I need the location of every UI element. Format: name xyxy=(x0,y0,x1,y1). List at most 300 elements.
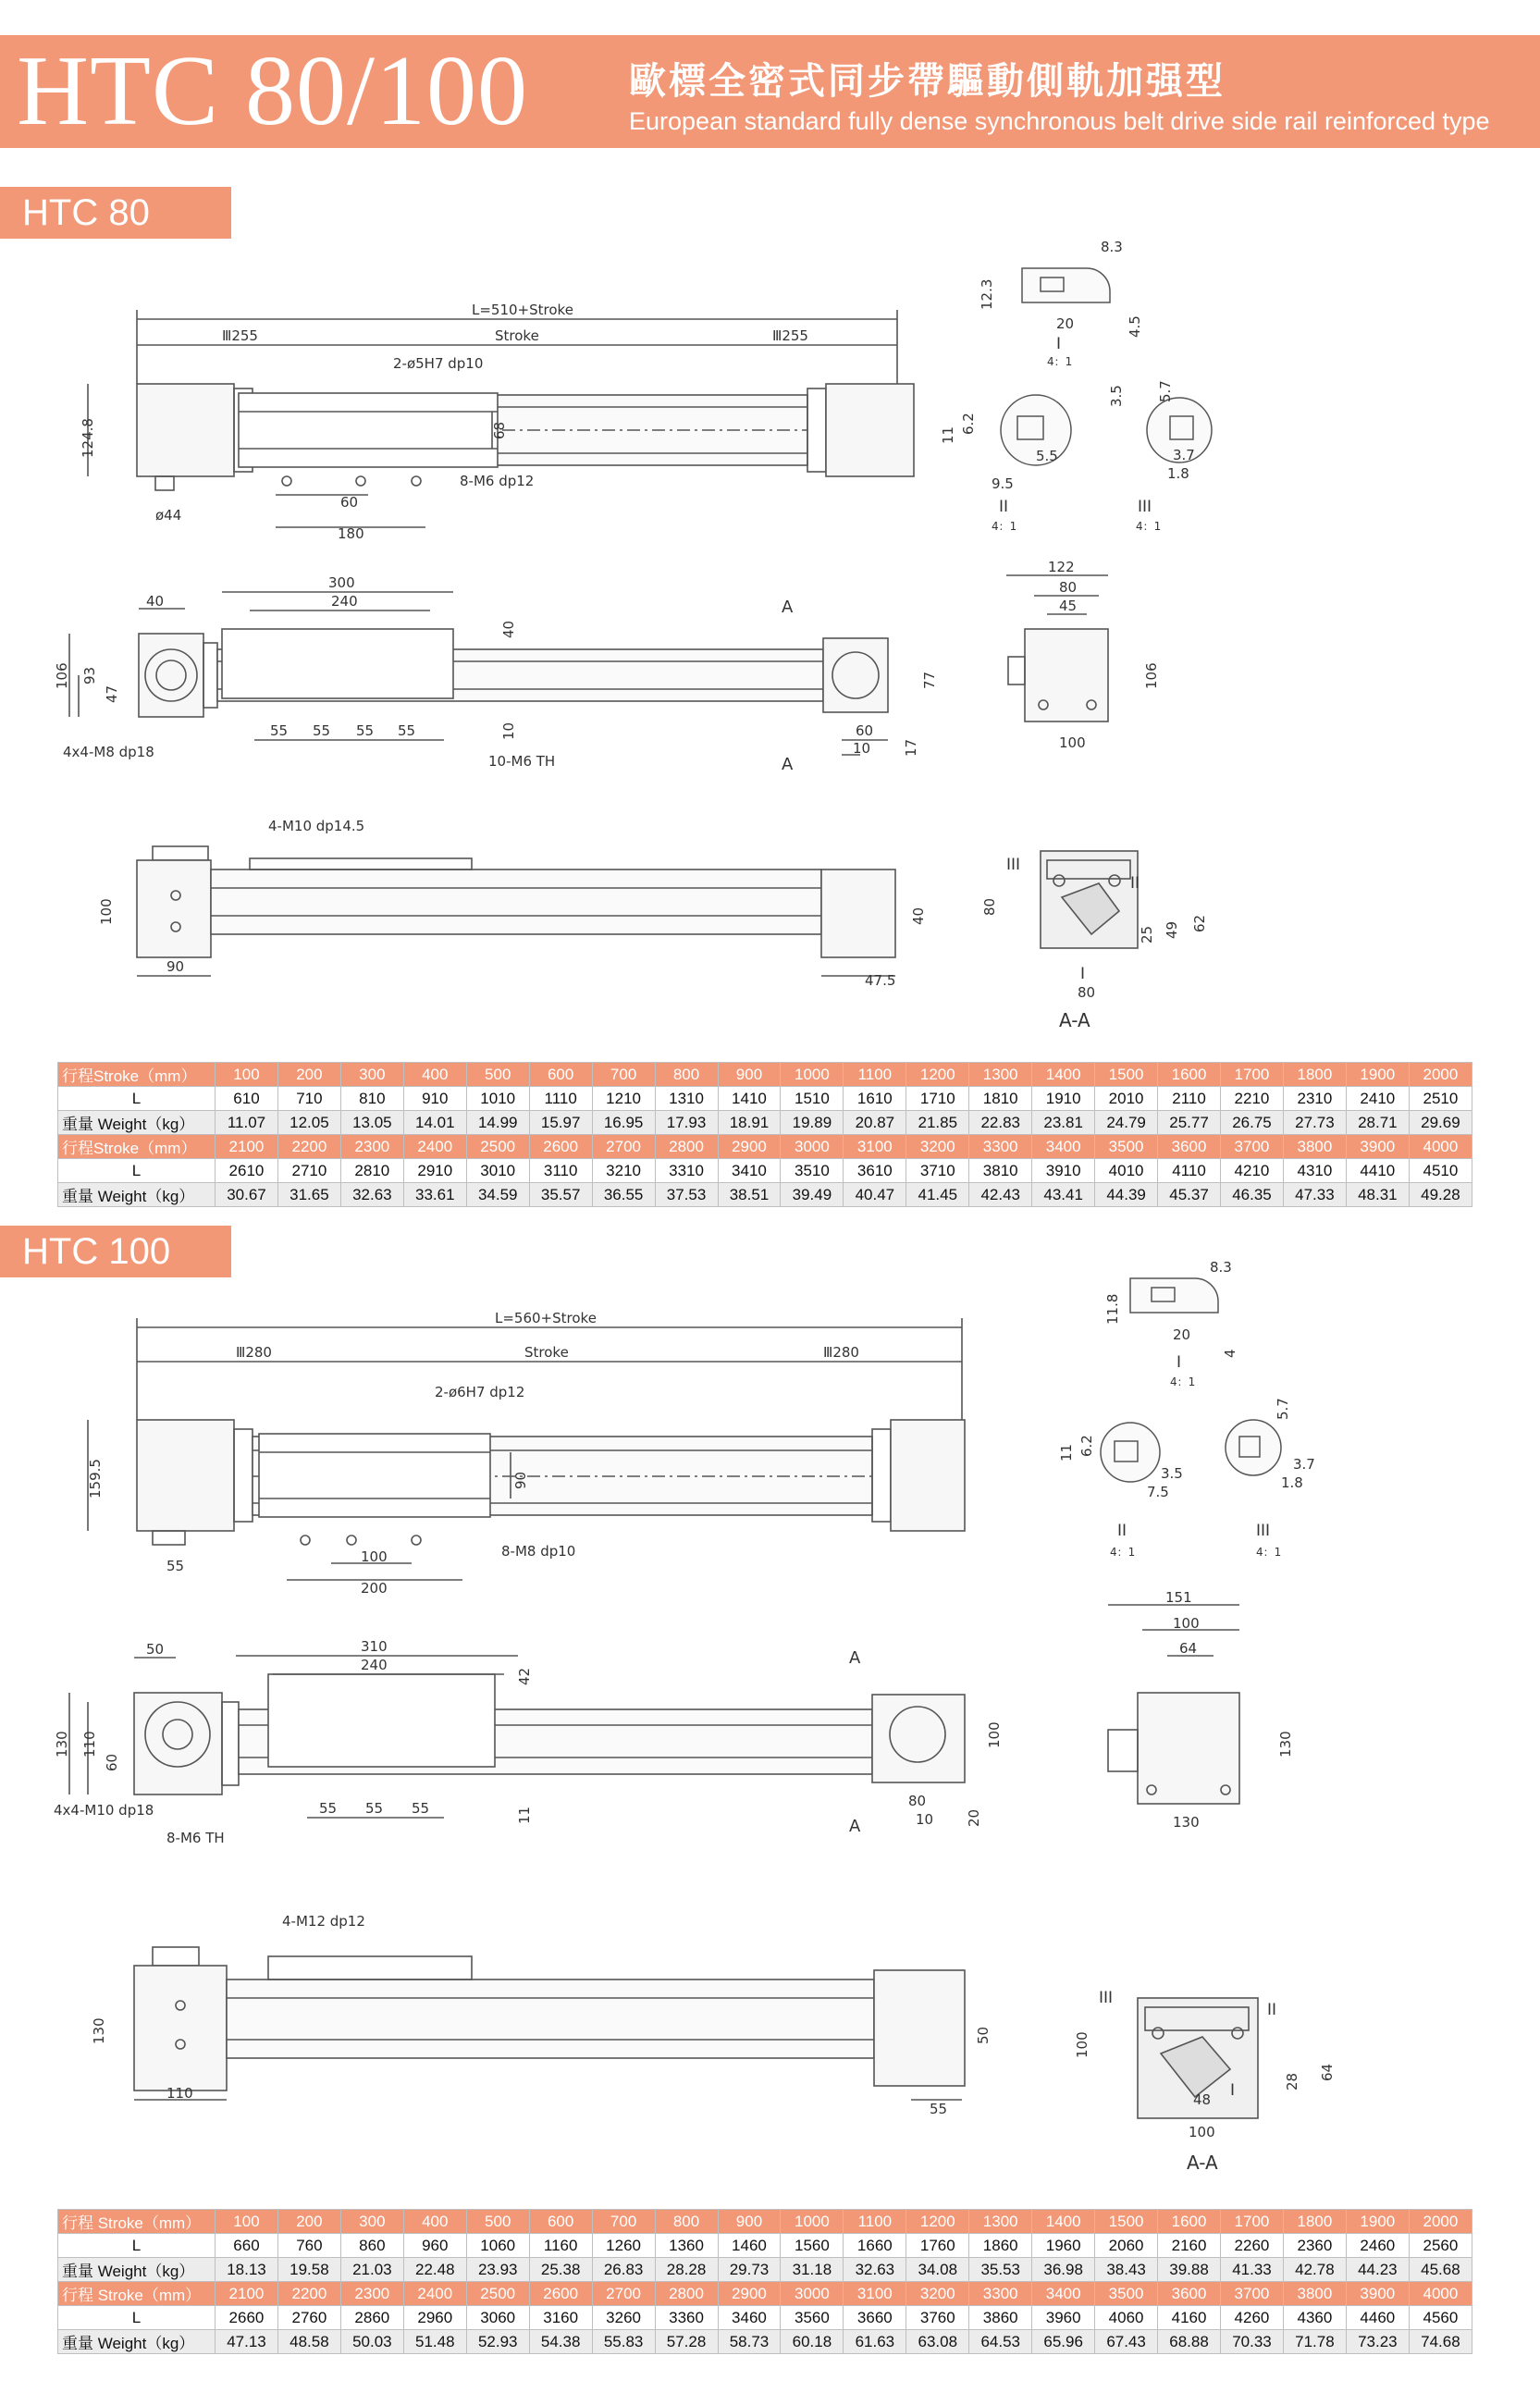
table-cell: 2860 xyxy=(340,2306,403,2330)
htc100-pin-holes: 2-ø6H7 dp12 xyxy=(435,1384,525,1400)
htc80-detail-d37: 3.7 xyxy=(1173,447,1195,463)
table-cell: 3500 xyxy=(1095,1135,1158,1159)
table-cell: 2560 xyxy=(1409,2234,1472,2258)
table-cell: 17.93 xyxy=(655,1111,718,1135)
htc80-detail-d123: 12.3 xyxy=(979,278,995,310)
htc80-h40: 40 xyxy=(500,620,517,638)
table-cell: 4410 xyxy=(1346,1159,1409,1183)
table-cell: 15.97 xyxy=(529,1111,592,1135)
htc100-w310: 310 xyxy=(361,1638,388,1655)
htc100-detail-scale-2: 4：1 xyxy=(1110,1546,1136,1559)
htc100-end-w151: 151 xyxy=(1165,1589,1192,1606)
htc100-detail-d37: 3.7 xyxy=(1293,1456,1315,1473)
table-cell: 50.03 xyxy=(340,2330,403,2354)
table-cell: 3600 xyxy=(1158,2282,1221,2306)
table-cell: 32.63 xyxy=(844,2258,906,2282)
table-cell: 1300 xyxy=(969,2210,1032,2234)
table-cell: 2060 xyxy=(1095,2234,1158,2258)
table-cell: 200 xyxy=(277,2210,340,2234)
table-cell: 3000 xyxy=(781,1135,844,1159)
htc80-section-label-2: II xyxy=(1130,874,1140,893)
htc80-d68: 68 xyxy=(491,421,508,439)
table-cell: 3200 xyxy=(906,1135,969,1159)
table-cell: 2400 xyxy=(403,1135,466,1159)
table-cell: 1860 xyxy=(969,2234,1032,2258)
table-cell: 1560 xyxy=(781,2234,844,2258)
table-cell: 3200 xyxy=(906,2282,969,2306)
htc80-stroke: Stroke xyxy=(495,327,539,344)
table-cell: 3610 xyxy=(844,1159,906,1183)
htc80-screws: 8-M6 dp12 xyxy=(460,473,535,489)
htc80-detail-scale-1: 4：1 xyxy=(1047,355,1073,368)
table-cell: 4000 xyxy=(1409,2282,1472,2306)
htc100-detail-d62: 6.2 xyxy=(1078,1435,1095,1457)
htc80-end-h106: 106 xyxy=(1143,662,1160,689)
htc100-w240: 240 xyxy=(361,1657,388,1673)
htc100-detail-label-1: I xyxy=(1177,1353,1182,1372)
table-cell: 45.68 xyxy=(1409,2258,1472,2282)
table-cell: 39.88 xyxy=(1158,2258,1221,2282)
htc100-section-title: A-A xyxy=(1187,2152,1218,2174)
table-cell: 300 xyxy=(340,2210,403,2234)
table-cell: 1700 xyxy=(1221,1063,1284,1087)
stroke-row-label: 行程Stroke（mm） xyxy=(58,1063,216,1087)
table-cell: 2900 xyxy=(718,2282,781,2306)
length-row-label: L xyxy=(58,2306,216,2330)
table-cell: 2600 xyxy=(529,2282,592,2306)
table-cell: 31.65 xyxy=(277,1183,340,1207)
table-cell: 1610 xyxy=(844,1087,906,1111)
table-cell: 610 xyxy=(216,1087,278,1111)
htc100-end-w130: 130 xyxy=(1173,1814,1200,1831)
table-cell: 19.58 xyxy=(277,2258,340,2282)
stroke-row-label: 行程Stroke（mm） xyxy=(58,1135,216,1159)
table-cell: 12.05 xyxy=(277,1111,340,1135)
table-cell: 21.03 xyxy=(340,2258,403,2282)
table-cell: 2800 xyxy=(655,1135,718,1159)
htc100-section-d28: 28 xyxy=(1284,2072,1300,2090)
table-cell: 2660 xyxy=(216,2306,278,2330)
htc100-detail-d57: 5.7 xyxy=(1275,1398,1291,1420)
table-row xyxy=(58,2306,1472,2330)
table-cell: 33.61 xyxy=(403,1183,466,1207)
table-cell: 3860 xyxy=(969,2306,1032,2330)
table-cell: 25.77 xyxy=(1158,1111,1221,1135)
htc80-end-w80: 80 xyxy=(1059,579,1078,596)
table-cell: 71.78 xyxy=(1283,2330,1346,2354)
table-cell: 3760 xyxy=(906,2306,969,2330)
htc100-side-w110: 110 xyxy=(166,2085,193,2102)
table-cell: 3100 xyxy=(844,1135,906,1159)
htc80-section-w80: 80 xyxy=(1078,984,1096,1001)
table-cell: 2300 xyxy=(340,1135,403,1159)
table-cell: 2900 xyxy=(718,1135,781,1159)
htc80-detail-d55: 5.5 xyxy=(1036,448,1058,464)
htc100-section-h100: 100 xyxy=(1074,2031,1090,2058)
htc100-h110: 110 xyxy=(81,1731,98,1758)
htc80-detail-d18: 1.8 xyxy=(1167,465,1189,482)
table-cell: 400 xyxy=(403,2210,466,2234)
htc80-w40: 40 xyxy=(146,593,165,610)
table-cell: 3500 xyxy=(1095,2282,1158,2306)
table-row xyxy=(58,2234,1472,2258)
htc100-w50: 50 xyxy=(146,1641,165,1658)
htc80-end-w45: 45 xyxy=(1059,598,1078,614)
table-cell: 2960 xyxy=(403,2306,466,2330)
table-cell: 2500 xyxy=(466,2282,529,2306)
htc100-w55: 55 xyxy=(166,1558,185,1574)
table-cell: 3400 xyxy=(1032,1135,1095,1159)
table-cell: 1710 xyxy=(906,1087,969,1111)
table-cell: 1010 xyxy=(466,1087,529,1111)
table-cell: 4060 xyxy=(1095,2306,1158,2330)
htc100-detail-scale-1: 4：1 xyxy=(1170,1375,1196,1388)
table-cell: 25.38 xyxy=(529,2258,592,2282)
table-cell: 11.07 xyxy=(216,1111,278,1135)
htc80-detail-scale-3: 4：1 xyxy=(1136,520,1162,533)
table-cell: 29.69 xyxy=(1409,1111,1472,1135)
length-row-label: L xyxy=(58,1087,216,1111)
htc80-detail-d45: 4.5 xyxy=(1127,315,1143,338)
table-cell: 3560 xyxy=(781,2306,844,2330)
table-cell: 2410 xyxy=(1346,1087,1409,1111)
htc100-h100: 100 xyxy=(986,1721,1003,1748)
table-cell: 36.55 xyxy=(592,1183,655,1207)
table-cell: 51.48 xyxy=(403,2330,466,2354)
htc80-pin-holes: 2-ø5H7 dp10 xyxy=(393,355,484,372)
table-cell: 2610 xyxy=(216,1159,278,1183)
htc80-end-view xyxy=(1006,575,1108,722)
htc100-detail-scale-3: 4：1 xyxy=(1256,1546,1282,1559)
table-cell: 1510 xyxy=(781,1087,844,1111)
table-cell: 3310 xyxy=(655,1159,718,1183)
table-cell: 1910 xyxy=(1032,1087,1095,1111)
table-cell: 42.43 xyxy=(969,1183,1032,1207)
htc100-detail-d4: 4 xyxy=(1222,1349,1238,1358)
length-row-label: L xyxy=(58,1159,216,1183)
htc80-end-w122: 122 xyxy=(1048,559,1075,575)
table-cell: 32.63 xyxy=(340,1183,403,1207)
htc80-section-d25: 25 xyxy=(1139,925,1155,944)
htc100-detail-d118: 11.8 xyxy=(1104,1293,1121,1325)
table-cell: 23.93 xyxy=(466,2258,529,2282)
table-cell: 1000 xyxy=(781,1063,844,1087)
table-cell: 1400 xyxy=(1032,1063,1095,1087)
table-cell: 1100 xyxy=(844,2210,906,2234)
htc80-side-holes: 4-M10 dp14.5 xyxy=(268,818,365,834)
htc80-end-w100: 100 xyxy=(1059,734,1086,751)
htc80-section-label-1: I xyxy=(1080,965,1086,983)
table-cell: 45.37 xyxy=(1158,1183,1221,1207)
table-cell: 3410 xyxy=(718,1159,781,1183)
htc80-w60-end: 60 xyxy=(856,722,874,739)
table-cell: 2260 xyxy=(1221,2234,1284,2258)
table-cell: 3900 xyxy=(1346,1135,1409,1159)
table-cell: 3510 xyxy=(781,1159,844,1183)
htc100-detail-d18: 1.8 xyxy=(1281,1474,1303,1491)
table-cell: 18.13 xyxy=(216,2258,278,2282)
table-cell: 1160 xyxy=(529,2234,592,2258)
htc80-side-w90: 90 xyxy=(166,958,185,975)
htc80-h106: 106 xyxy=(54,662,70,689)
table-cell: 1200 xyxy=(906,1063,969,1087)
htc80-side-h100: 100 xyxy=(98,898,115,925)
table-cell: 55.83 xyxy=(592,2330,655,2354)
htc80-w10-end: 10 xyxy=(853,740,871,757)
htc80-h93: 93 xyxy=(81,666,98,684)
table-row xyxy=(58,2282,1472,2306)
htc100-section-w100: 100 xyxy=(1189,2124,1215,2140)
table-cell: 47.13 xyxy=(216,2330,278,2354)
htc100-section-label-3: III xyxy=(1099,1989,1114,2007)
htc100-h60: 60 xyxy=(104,1753,120,1771)
table-cell: 22.48 xyxy=(403,2258,466,2282)
htc100-detail-d20: 20 xyxy=(1173,1326,1191,1343)
header-banner xyxy=(0,35,1540,148)
table-cell: 1800 xyxy=(1283,1063,1346,1087)
table-cell: 4510 xyxy=(1409,1159,1472,1183)
table-cell: 26.75 xyxy=(1221,1111,1284,1135)
table-cell: 26.83 xyxy=(592,2258,655,2282)
htc80-drawing xyxy=(0,222,1540,1036)
htc100-cut-bottom: A xyxy=(849,1817,861,1836)
htc80-side-w47: 47.5 xyxy=(865,972,896,989)
htc100-height: 159.5 xyxy=(87,1459,104,1498)
table-cell: 4360 xyxy=(1283,2306,1346,2330)
htc100-front-tapped: 8-M6 TH xyxy=(166,1830,225,1846)
table-cell: 1360 xyxy=(655,2234,718,2258)
table-cell: 22.83 xyxy=(969,1111,1032,1135)
table-cell: 3960 xyxy=(1032,2306,1095,2330)
table-cell: 810 xyxy=(340,1087,403,1111)
table-cell: 400 xyxy=(403,1063,466,1087)
table-cell: 1760 xyxy=(906,2234,969,2258)
table-cell: 3600 xyxy=(1158,1135,1221,1159)
table-cell: 700 xyxy=(592,1063,655,1087)
htc80-detail-d35: 3.5 xyxy=(1108,385,1125,407)
table-cell: 900 xyxy=(718,2210,781,2234)
htc80-spec-table xyxy=(57,1062,1472,1207)
htc100-screws: 8-M8 dp10 xyxy=(501,1543,576,1560)
table-cell: 46.35 xyxy=(1221,1183,1284,1207)
table-cell: 70.33 xyxy=(1221,2330,1284,2354)
htc80-detail-scale-2: 4：1 xyxy=(992,520,1017,533)
htc100-side-h50: 50 xyxy=(975,2026,992,2044)
htc80-front-view xyxy=(69,592,888,755)
table-cell: 2160 xyxy=(1158,2234,1221,2258)
htc100-detail-d75: 7.5 xyxy=(1147,1484,1169,1500)
table-cell: 1700 xyxy=(1221,2210,1284,2234)
table-cell: 3900 xyxy=(1346,2282,1409,2306)
htc100-w100: 100 xyxy=(361,1548,388,1565)
table-cell: 19.89 xyxy=(781,1111,844,1135)
htc100-right-end: Ⅲ280 xyxy=(823,1344,859,1361)
htc80-overall-length: L=510+Stroke xyxy=(472,302,573,318)
table-cell: 27.73 xyxy=(1283,1111,1346,1135)
table-cell: 57.28 xyxy=(655,2330,718,2354)
table-cell: 1260 xyxy=(592,2234,655,2258)
table-cell: 1500 xyxy=(1095,2210,1158,2234)
htc100-end-view xyxy=(1108,1605,1239,1804)
htc100-pitch-c: 55 xyxy=(412,1800,430,1817)
htc100-section-label-1: I xyxy=(1230,2081,1236,2100)
table-cell: 47.33 xyxy=(1283,1183,1346,1207)
table-cell: 600 xyxy=(529,2210,592,2234)
table-cell: 2200 xyxy=(277,1135,340,1159)
table-cell: 1900 xyxy=(1346,1063,1409,1087)
table-cell: 3710 xyxy=(906,1159,969,1183)
table-cell: 2700 xyxy=(592,1135,655,1159)
table-cell: 37.53 xyxy=(655,1183,718,1207)
table-cell: 67.43 xyxy=(1095,2330,1158,2354)
htc80-detail-d20: 20 xyxy=(1056,315,1075,332)
htc100-section-d64: 64 xyxy=(1319,2063,1336,2081)
table-cell: 2400 xyxy=(403,2282,466,2306)
htc80-w300: 300 xyxy=(328,574,355,591)
table-cell: 23.81 xyxy=(1032,1111,1095,1135)
htc80-detail-label-3: III xyxy=(1138,498,1152,516)
htc100-w80-end: 80 xyxy=(908,1793,927,1809)
table-cell: 3910 xyxy=(1032,1159,1095,1183)
htc100-pitch-b: 55 xyxy=(365,1800,384,1817)
htc80-height: 124.8 xyxy=(80,418,96,458)
table-cell: 3360 xyxy=(655,2306,718,2330)
table-cell: 52.93 xyxy=(466,2330,529,2354)
table-row xyxy=(58,1111,1472,1135)
table-cell: 660 xyxy=(216,2234,278,2258)
table-cell: 21.85 xyxy=(906,1111,969,1135)
htc100-detail-label-3: III xyxy=(1256,1522,1271,1540)
weight-row-label: 重量 Weight（kg） xyxy=(58,2330,216,2354)
table-cell: 1000 xyxy=(781,2210,844,2234)
htc80-detail-d95: 9.5 xyxy=(992,475,1014,492)
table-cell: 1460 xyxy=(718,2234,781,2258)
table-cell: 2760 xyxy=(277,2306,340,2330)
table-cell: 68.88 xyxy=(1158,2330,1221,2354)
section-tab-htc80: HTC 80 xyxy=(0,187,231,239)
htc80-front-holes: 4x4-M8 dp18 xyxy=(63,744,154,760)
table-cell: 1300 xyxy=(969,1063,1032,1087)
table-cell: 1810 xyxy=(969,1087,1032,1111)
table-row xyxy=(58,1087,1472,1111)
table-cell: 200 xyxy=(277,1063,340,1087)
htc100-side-h130: 130 xyxy=(91,2017,107,2044)
table-cell: 61.63 xyxy=(844,2330,906,2354)
htc80-w60: 60 xyxy=(340,494,359,511)
htc80-detail-d62: 6.2 xyxy=(960,413,977,435)
table-cell: 3460 xyxy=(718,2306,781,2330)
table-cell: 73.23 xyxy=(1346,2330,1409,2354)
table-cell: 4260 xyxy=(1221,2306,1284,2330)
htc100-detail-d35: 3.5 xyxy=(1161,1465,1183,1482)
table-cell: 300 xyxy=(340,1063,403,1087)
htc100-front-holes: 4x4-M10 dp18 xyxy=(54,1802,154,1819)
table-cell: 3800 xyxy=(1283,2282,1346,2306)
htc100-side-holes: 4-M12 dp12 xyxy=(282,1913,365,1930)
table-cell: 2510 xyxy=(1409,1087,1472,1111)
table-cell: 41.33 xyxy=(1221,2258,1284,2282)
htc80-detail-d57: 5.7 xyxy=(1157,380,1174,402)
table-cell: 910 xyxy=(403,1087,466,1111)
table-cell: 2300 xyxy=(340,2282,403,2306)
title-english: European standard fully dense synchronous belt drive side rail reinforced type xyxy=(629,107,1490,135)
table-cell: 3400 xyxy=(1032,2282,1095,2306)
stroke-row-label: 行程 Stroke（mm） xyxy=(58,2210,216,2234)
htc100-pitch-a: 55 xyxy=(319,1800,338,1817)
table-row xyxy=(58,2330,1472,2354)
table-cell: 42.78 xyxy=(1283,2258,1346,2282)
table-cell: 2010 xyxy=(1095,1087,1158,1111)
table-row xyxy=(58,1183,1472,1207)
table-cell: 39.49 xyxy=(781,1183,844,1207)
htc100-w200: 200 xyxy=(361,1580,388,1597)
htc80-detail-d83: 8.3 xyxy=(1101,239,1123,255)
table-cell: 3660 xyxy=(844,2306,906,2330)
table-cell: 2200 xyxy=(277,2282,340,2306)
table-cell: 2100 xyxy=(216,2282,278,2306)
table-row xyxy=(58,2258,1472,2282)
table-cell: 48.31 xyxy=(1346,1183,1409,1207)
htc80-section-d49: 49 xyxy=(1164,920,1180,939)
htc80-left-end: Ⅲ255 xyxy=(222,327,258,344)
table-cell: 3110 xyxy=(529,1159,592,1183)
table-cell: 4110 xyxy=(1158,1159,1221,1183)
length-row-label: L xyxy=(58,2234,216,2258)
table-cell: 2000 xyxy=(1409,1063,1472,1087)
section-tab-htc100: HTC 100 xyxy=(0,1226,231,1277)
htc100-stroke: Stroke xyxy=(524,1344,569,1361)
htc80-detail-label-2: II xyxy=(999,498,1009,516)
table-cell: 29.73 xyxy=(718,2258,781,2282)
htc80-h17: 17 xyxy=(903,738,919,757)
htc80-detail-views xyxy=(1001,268,1212,465)
table-cell: 600 xyxy=(529,1063,592,1087)
table-cell: 40.47 xyxy=(844,1183,906,1207)
table-cell: 3000 xyxy=(781,2282,844,2306)
table-cell: 1960 xyxy=(1032,2234,1095,2258)
table-row xyxy=(58,1135,1472,1159)
table-cell: 28.71 xyxy=(1346,1111,1409,1135)
table-cell: 3700 xyxy=(1221,1135,1284,1159)
htc100-end-h130: 130 xyxy=(1277,1731,1294,1758)
table-cell: 2800 xyxy=(655,2282,718,2306)
htc100-d90: 90 xyxy=(512,1471,529,1489)
table-cell: 4310 xyxy=(1283,1159,1346,1183)
htc100-h20: 20 xyxy=(966,1808,982,1827)
weight-row-label: 重量 Weight（kg） xyxy=(58,2258,216,2282)
htc80-cut-bottom: A xyxy=(782,755,794,774)
table-cell: 1210 xyxy=(592,1087,655,1111)
table-cell: 2000 xyxy=(1409,2210,1472,2234)
table-cell: 63.08 xyxy=(906,2330,969,2354)
htc80-w180: 180 xyxy=(338,525,364,542)
table-cell: 43.41 xyxy=(1032,1183,1095,1207)
htc80-detail-d11: 11 xyxy=(940,426,956,444)
htc100-side-w55: 55 xyxy=(930,2101,948,2117)
htc100-spec-table xyxy=(57,2209,1472,2354)
table-cell: 4160 xyxy=(1158,2306,1221,2330)
htc80-front-tapped: 10-M6 TH xyxy=(488,753,556,770)
table-cell: 2100 xyxy=(216,1135,278,1159)
table-row xyxy=(58,2210,1472,2234)
table-cell: 760 xyxy=(277,2234,340,2258)
htc80-pitch-a: 55 xyxy=(270,722,289,739)
table-cell: 1060 xyxy=(466,2234,529,2258)
table-cell: 700 xyxy=(592,2210,655,2234)
htc100-h130: 130 xyxy=(54,1731,70,1758)
table-cell: 1310 xyxy=(655,1087,718,1111)
table-cell: 30.67 xyxy=(216,1183,278,1207)
